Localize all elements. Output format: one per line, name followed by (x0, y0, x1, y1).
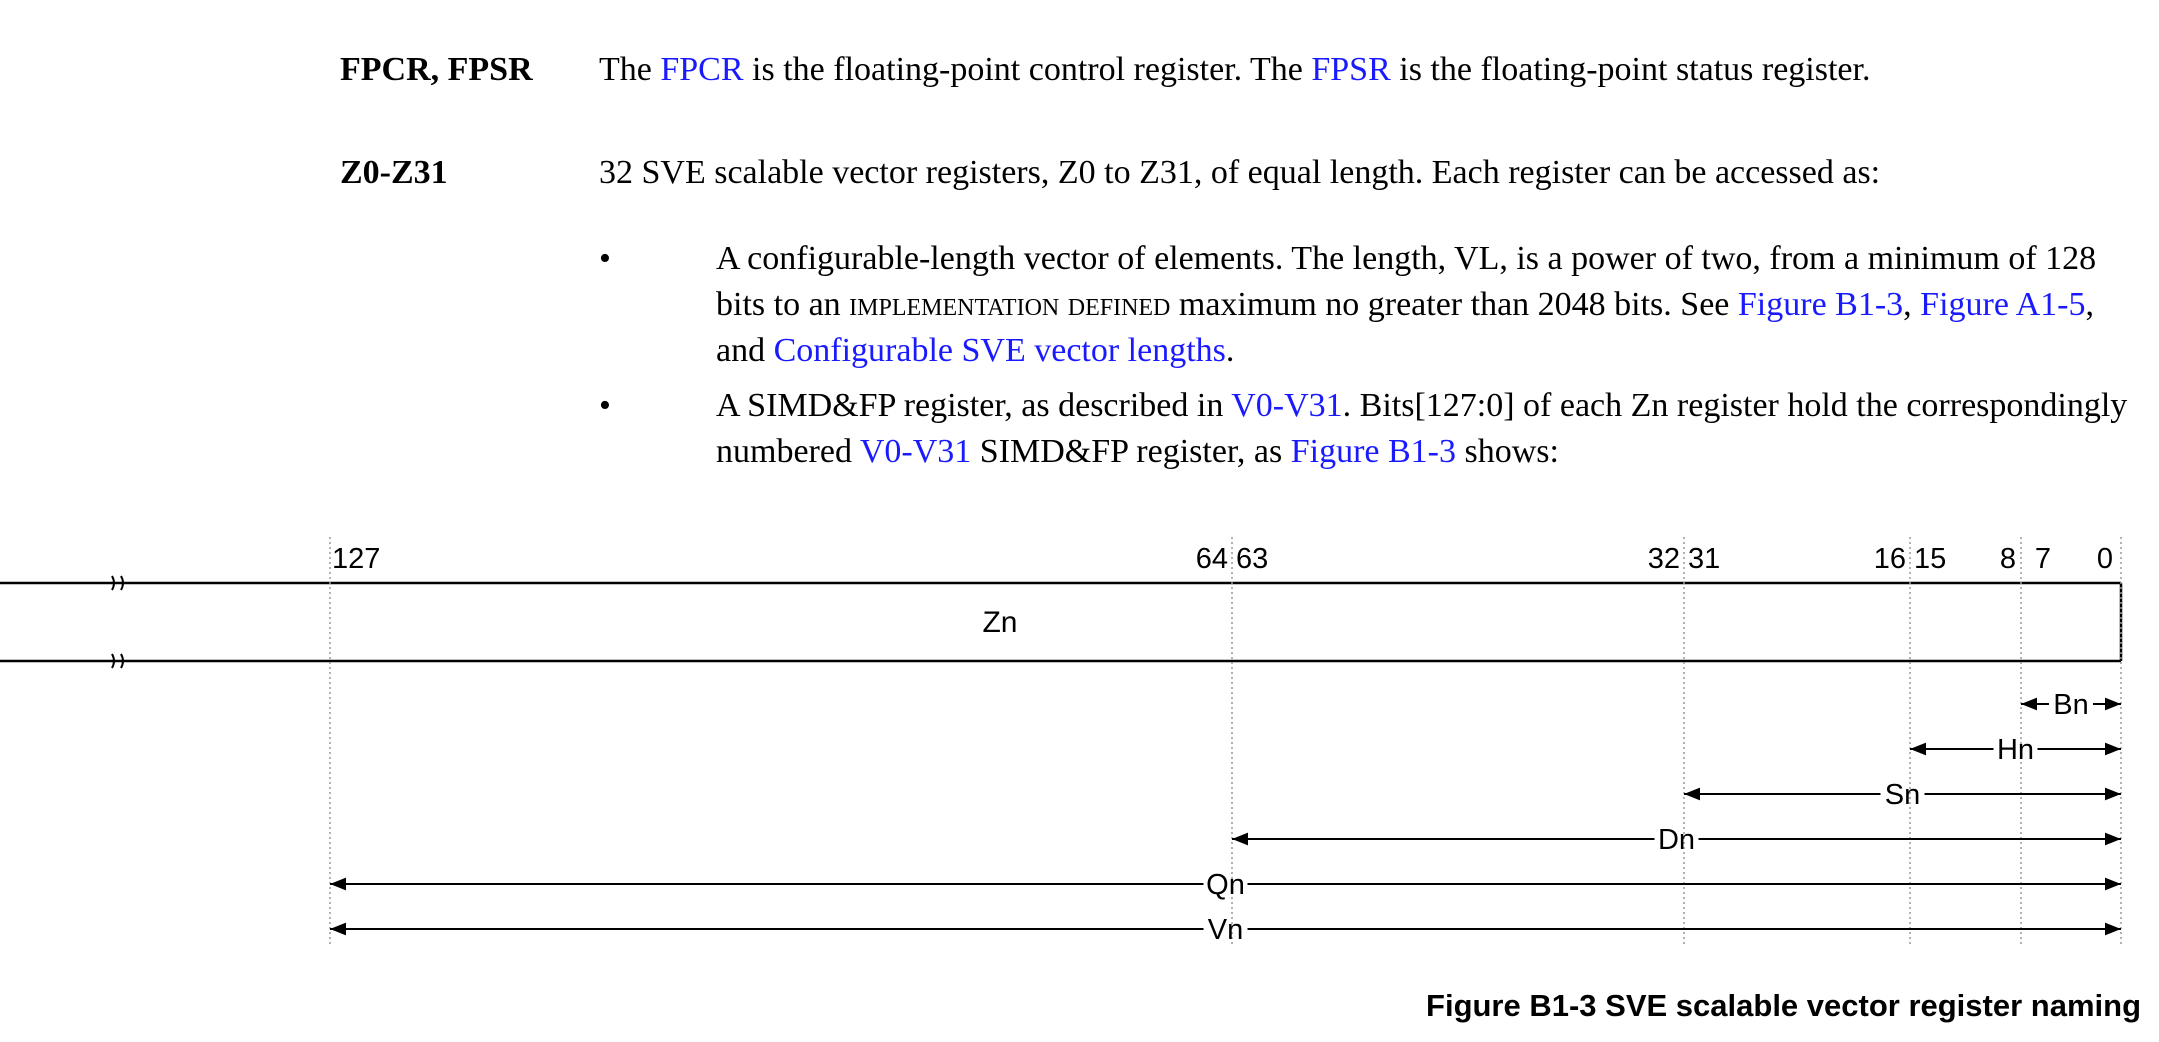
span-bn (2021, 689, 2121, 721)
register-label-zn: Zn (982, 606, 1018, 639)
span-vn (330, 914, 2121, 946)
cross-reference-link[interactable]: V0-V31 (1231, 387, 1343, 424)
implementation-defined-term: implementation defined (849, 286, 1171, 323)
text-run: is the floating-point control register. The (743, 51, 1312, 88)
bit-label-16: 16 (1873, 543, 1906, 575)
text-run: A configurable-length vector of elements. The length, VL, is a power of two, from a minimum of 128 bits to an (716, 240, 2097, 323)
span-label-sn: Sn (1884, 779, 1921, 811)
span-hn (1910, 734, 2121, 766)
span-label-dn: Dn (1657, 824, 1696, 856)
cross-reference-link[interactable]: Figure A1-5 (1920, 286, 2086, 323)
cross-reference-link[interactable]: Configurable SVE vector lengths (773, 332, 1226, 369)
bullet-marker-1: • (599, 240, 611, 277)
text-run: maximum no greater than 2048 bits. See (1170, 286, 1738, 323)
bit-label-127: 127 (332, 543, 381, 575)
text-run: A SIMD&FP register, as described in (716, 387, 1232, 424)
bit-label-31: 31 (1688, 543, 1721, 575)
term-z0-z31: Z0-Z31 (340, 154, 448, 191)
bit-label-15: 15 (1914, 543, 1947, 575)
bit-label-7: 7 (2034, 543, 2052, 575)
span-dn (1232, 824, 2121, 856)
cross-reference-link[interactable]: Figure B1-3 (1737, 286, 1904, 323)
bit-label-8: 8 (1999, 543, 2017, 575)
span-qn (330, 869, 2121, 901)
term-fpcr-fpsr: FPCR, FPSR (340, 51, 533, 88)
figure-caption: Figure B1-3 SVE scalable vector register naming (1426, 988, 2141, 1023)
cross-reference-link[interactable]: FPCR (660, 51, 744, 88)
text-run: 32 SVE scalable vector registers, Z0 to Z31, of equal length. Each register can be accessed as: (599, 154, 1881, 191)
text-run: , (1903, 286, 1921, 323)
span-sn (1684, 779, 2121, 811)
bit-label-63: 63 (1236, 543, 1269, 575)
span-label-hn: Hn (1996, 734, 2035, 766)
text-run: The (599, 51, 661, 88)
bit-label-32: 32 (1647, 543, 1680, 575)
text-run: shows: (1456, 433, 1559, 470)
cross-reference-link[interactable]: Figure B1-3 (1290, 433, 1456, 470)
span-label-vn: Vn (1207, 914, 1244, 946)
cross-reference-link[interactable]: FPSR (1311, 51, 1391, 88)
text-run: , and (716, 286, 2094, 369)
bullet-marker-2: • (599, 387, 611, 424)
bit-label-0: 0 (2096, 543, 2114, 575)
cross-reference-link[interactable]: V0-V31 (859, 433, 972, 470)
text-run: is the floating-point status register. (1390, 51, 1871, 88)
span-label-bn: Bn (2053, 689, 2089, 721)
text-run: . Bits[127:0] of each Zn register hold the correspondingly numbered (716, 387, 2128, 470)
bit-label-64: 64 (1195, 543, 1228, 575)
text-run: . (1225, 332, 1235, 369)
text-run: SIMD&FP register, as (971, 433, 1291, 470)
span-label-qn: Qn (1206, 869, 1245, 901)
